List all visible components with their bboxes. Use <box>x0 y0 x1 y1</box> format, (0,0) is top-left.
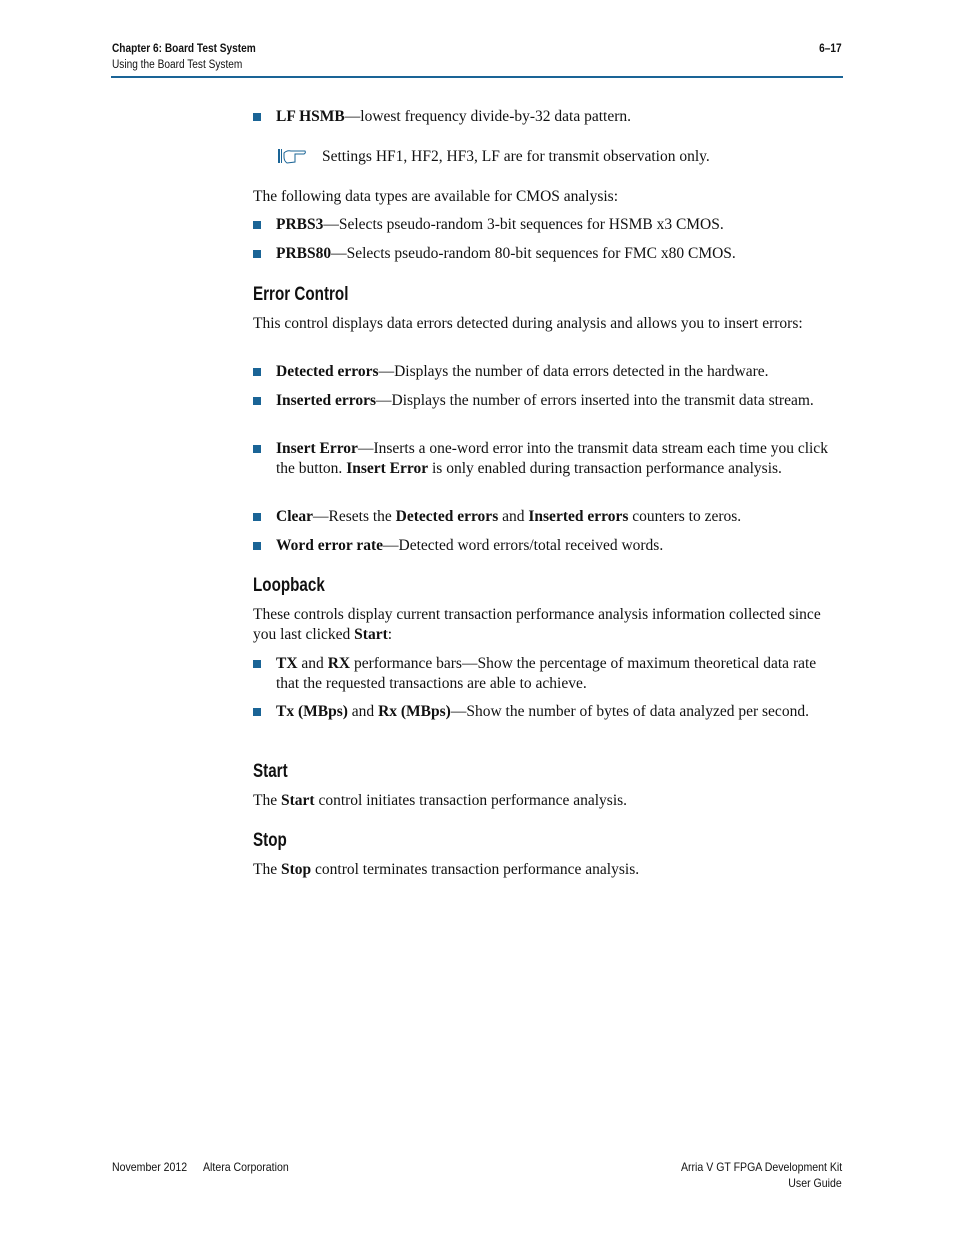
bold-term: Start <box>354 625 388 643</box>
bold-term: Inserted errors <box>528 508 629 525</box>
bullet-marker <box>253 397 261 405</box>
bullet-word-error-rate <box>276 536 842 556</box>
text-run: The following data types are available for CMOS analysis: <box>253 188 619 205</box>
footer-doc-title: Arria V GT FPGA Development Kit <box>680 1160 842 1174</box>
text-run: performance bars—Show the percentage of maximum theoretical data rate that the requested transactions are able to achieve. <box>276 655 817 692</box>
heading-loopback: Loopback <box>253 575 325 596</box>
text-run: and <box>498 508 529 525</box>
text-run: This control displays data errors detected during analysis and allows you to insert errors: <box>253 315 803 332</box>
bullet-prbs3 <box>276 215 842 235</box>
text-run: and <box>347 703 379 720</box>
text-run: control initiates transaction performance analysis. <box>314 792 628 809</box>
bold-term: Clear <box>276 508 314 525</box>
text-run: counters to zeros. <box>628 508 742 525</box>
text-run: : <box>387 625 393 643</box>
text-run: —Displays the number of data errors detected in the hardware. <box>378 363 769 380</box>
bullet-performance-bars <box>276 654 842 693</box>
bold-term: Insert Error <box>346 459 429 477</box>
bold-term: Start <box>280 792 315 809</box>
text-run: —Selects pseudo-random 80-bit sequences for FMC x80 CMOS. <box>331 245 736 262</box>
heading-error-control: Error Control <box>253 284 349 305</box>
text-run: Settings HF1, HF2, HF3, LF are for transmit observation only. <box>322 148 710 165</box>
paragraph <box>253 314 843 334</box>
bold-term: Rx (MBps) <box>378 703 451 720</box>
text-run: —Resets the <box>313 508 396 525</box>
bullet-marker <box>253 113 261 121</box>
bold-term: Stop <box>280 861 312 878</box>
header-rule <box>111 76 843 78</box>
bullet-marker <box>253 542 261 550</box>
bold-term: Insert Error <box>276 440 358 457</box>
bold-term: Word error rate <box>276 537 384 554</box>
text-run: —Selects pseudo-random 3-bit sequences for HSMB x3 CMOS. <box>323 216 724 233</box>
bold-term: LF HSMB <box>276 108 345 125</box>
bullet-clear <box>276 507 842 527</box>
text-run: The <box>253 792 281 809</box>
paragraph <box>253 791 843 811</box>
text-run: —Detected word errors/total received words. <box>383 537 664 554</box>
bullet-prbs80 <box>276 244 842 264</box>
footer-doc-type: User Guide <box>788 1176 842 1190</box>
heading-start: Start <box>253 761 288 782</box>
bold-term: Detected errors <box>395 508 499 525</box>
bullet-inserted-errors <box>276 391 842 411</box>
heading-stop: Stop <box>253 830 287 851</box>
text-run: control terminates transaction performance analysis. <box>311 861 640 878</box>
footer-date: November 2012 <box>112 1160 188 1174</box>
note-text <box>322 147 842 167</box>
bold-term: PRBS80 <box>276 245 332 262</box>
bullet-marker <box>253 708 261 716</box>
text-run: These controls display current transaction performance analysis information collected since you last clicked <box>253 606 821 643</box>
bullet-insert-error <box>276 439 842 478</box>
paragraph <box>253 860 843 880</box>
chapter-title: Chapter 6: Board Test System <box>112 43 256 55</box>
bullet-detected-errors <box>276 362 842 382</box>
bullet-marker <box>253 660 261 668</box>
text-run: and <box>297 655 328 672</box>
bullet-marker <box>253 250 261 258</box>
text-run: —Displays the number of errors inserted into the transmit data stream. <box>376 392 814 409</box>
bullet-marker <box>253 221 261 229</box>
paragraph <box>253 187 843 207</box>
text-run: —lowest frequency divide-by-32 data pattern. <box>344 108 631 125</box>
bold-term: Inserted errors <box>276 392 377 409</box>
bullet-marker <box>253 445 261 453</box>
bold-term: PRBS3 <box>276 216 324 233</box>
text-run: is only enabled during transaction performance analysis. <box>428 459 782 477</box>
footer-company: Altera Corporation <box>203 1160 289 1174</box>
text-run: The <box>253 861 281 878</box>
section-title: Using the Board Test System <box>112 59 243 71</box>
paragraph <box>253 605 843 644</box>
page-number: 6–17 <box>819 43 842 55</box>
text-run: —Show the number of bytes of data analyzed per second. <box>450 703 809 720</box>
bold-term: RX <box>327 655 351 672</box>
bullet-marker <box>253 513 261 521</box>
bold-term: TX <box>276 655 298 672</box>
bullet-marker <box>253 368 261 376</box>
pointing-hand-note-icon <box>277 147 307 165</box>
bullet-mbps <box>276 702 842 722</box>
bold-term: Tx (MBps) <box>276 703 348 720</box>
bullet-lf-hsmb <box>276 107 842 127</box>
bold-term: Detected errors <box>276 363 379 380</box>
text-run: —Inserts a one-word error into the transmit data stream each time you click the button. <box>276 440 828 477</box>
